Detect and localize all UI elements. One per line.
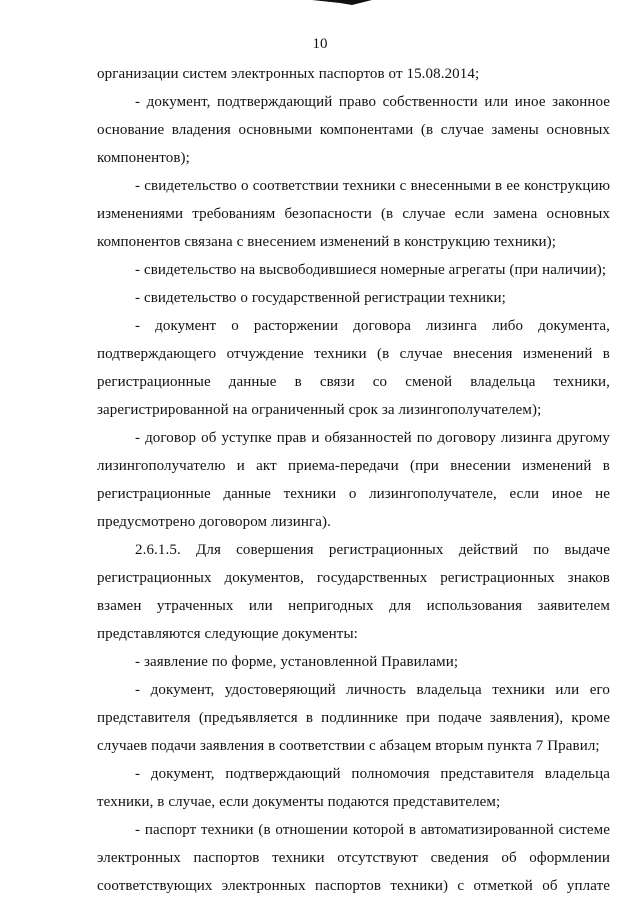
paragraph-12: - паспорт техники (в отношении которой в автоматизированной системе электронных паспортов техники отсутствуют сведения об оформлении соответствующих электронных паспортов техники) с отметкой об уплате [97,822,610,894]
page-number: 10 [312,36,328,52]
paragraph-4: - свидетельство на высвободившиеся номерные агрегаты (при наличии); [135,262,607,278]
paragraph-3: - свидетельство о соответствии техники с внесенными в ее конструкцию изменениями требованиям безопасности (в случае если замена основных компонентов связана с внесением изменений в конструкцию техники); [97,178,610,250]
scan-mark [312,0,372,6]
paragraph-9: - заявление по форме, установленной Правилами; [135,654,459,670]
paragraph-10: - документ, удостоверяющий личность владельца техники или его представителя (предъявляется в подлиннике при подаче заявления), кроме случаев подачи заявления в соответствии с абзацем вторым пункта 7 Правил; [97,682,610,754]
paragraph-2: - документ, подтверждающий право собственности или иное законное основание владения основными компонентами (в случае замены основных компонентов); [97,94,610,166]
paragraph-7: - договор об уступке прав и обязанностей по договору лизинга другому лизингополучателю и акт приема-передачи (при внесении изменений в регистрационные данные техники о лизингополучателе, если иное не предусмотрено договором лизинга). [97,430,610,530]
paragraph-11: - документ, подтверждающий полномочия представителя владельца техники, в случае, если документы подаются представителем; [97,766,610,810]
document-body [97,60,610,900]
paragraph-1: организации систем электронных паспортов от 15.08.2014; [97,66,480,82]
paragraph-6: - документ о расторжении договора лизинга либо документа, подтверждающего отчуждение техники (в случае внесения изменений в регистрационные данные в связи со сменой владельца техники, зарегистрированной на ограниченный срок за лизингополучателем); [97,318,610,418]
paragraph-8: 2.6.1.5. Для совершения регистрационных действий по выдаче регистрационных документов, государственных регистрационных знаков взамен утраченных или непригодных для использования заявителем представляются следующие документы: [97,542,610,642]
paragraph-5: - свидетельство о государственной регистрации техники; [135,290,506,306]
